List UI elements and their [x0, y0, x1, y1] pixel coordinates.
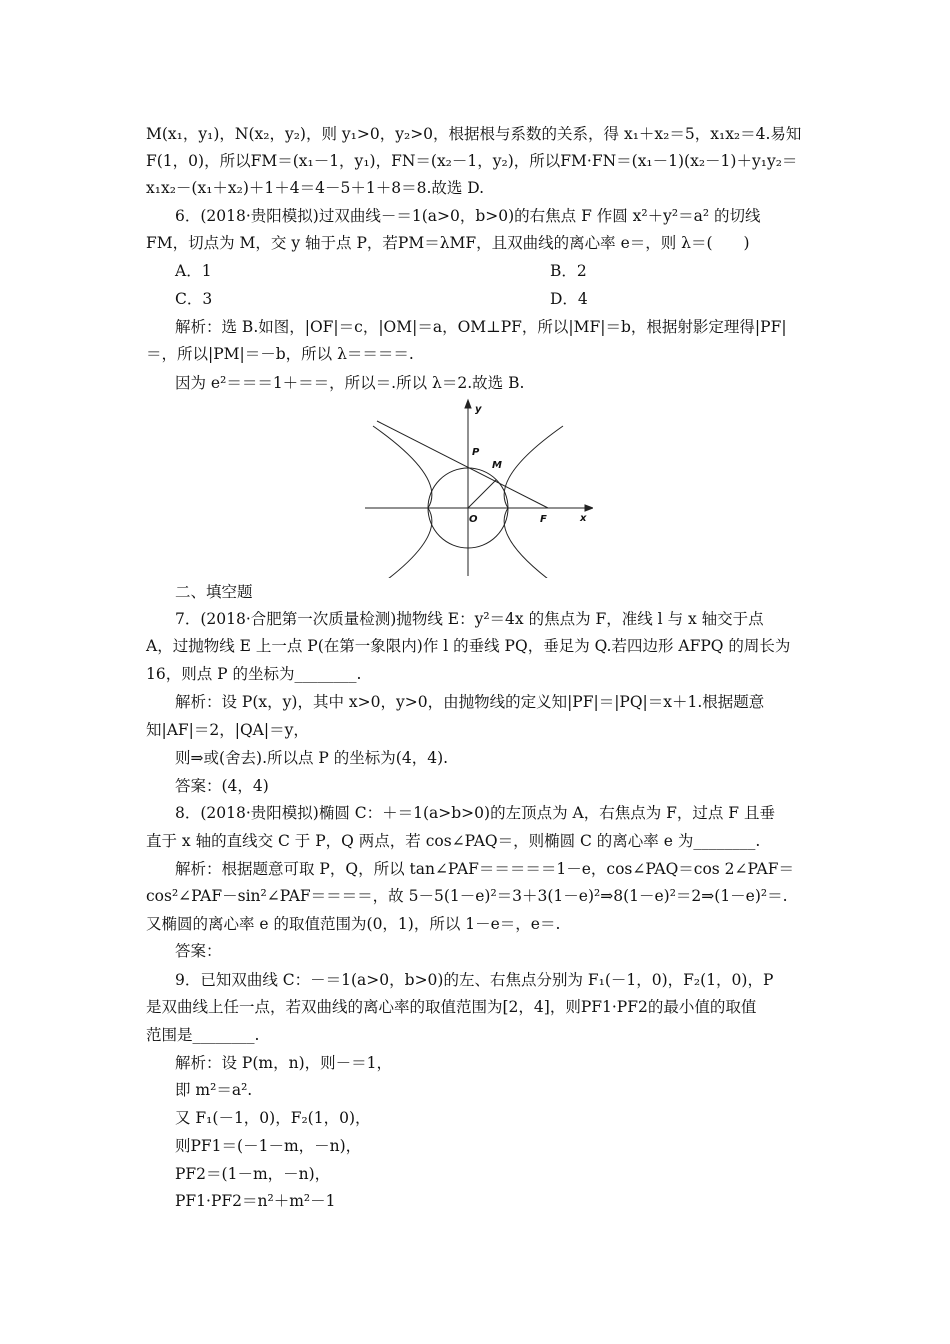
text-line-2: F(1，0)，所以FM＝(x₁－1，y₁)，FN＝(x₂－1，y₂)，所以FM·FN＝(x₁－1)(x₂－1)＋y₁y₂＝: [146, 152, 798, 170]
option-d: D．4: [550, 290, 588, 308]
question-8-line-2: 直于 x 轴的直线交 C 于 P，Q 两点，若 cos∠PAQ＝，则椭圆 C 的离心率 e 为________.: [146, 832, 761, 850]
option-c: C．3: [175, 290, 213, 308]
solution-6-line-2: ＝，所以|PM|＝－b，所以 λ＝＝＝＝.: [146, 345, 414, 363]
question-7-line-1: 7．(2018·合肥第一次质量检测)抛物线 E：y²＝4x 的焦点为 F，准线 l 与 x 轴交于点: [175, 610, 764, 628]
question-9-line-3: 范围是________.: [146, 1026, 260, 1044]
solution-9-line-6: PF1·PF2＝n²＋m²－1: [175, 1192, 336, 1210]
label-o: O: [469, 514, 478, 525]
hyperbola-right-branch: [504, 426, 563, 578]
text-line-3: x₁x₂－(x₁＋x₂)＋1＋4＝4－5＋1＋8＝8.故选 D.: [146, 179, 485, 197]
solution-9-line-5: PF2＝(1－m，－n)，: [175, 1165, 331, 1183]
answer-8: 答案：: [175, 942, 222, 960]
hyperbola-left-branch: [373, 426, 432, 578]
y-axis-arrow: [465, 400, 471, 408]
x-axis-arrow: [585, 505, 593, 511]
solution-7-line-2: 知|AF|＝2，|QA|＝y，: [146, 721, 309, 739]
question-6-line-2: FM，切点为 M，交 y 轴于点 P，若PM＝λMF，且双曲线的离心率 e＝，则 λ＝( ): [146, 234, 750, 252]
solution-7-line-3: 则⇒或(舍去).所以点 P 的坐标为(4，4).: [175, 749, 449, 767]
solution-8-line-2: cos²∠PAF－sin²∠PAF＝＝＝＝，故 5－5(1－e)²＝3＋3(1－e)²⇒8(1－e)²＝2⇒(1－e)²＝.: [146, 887, 788, 905]
option-b: B．2: [550, 262, 587, 280]
label-f: F: [540, 514, 547, 525]
solution-7-line-1: 解析：设 P(x，y)，其中 x>0，y>0，由抛物线的定义知|PF|＝|PQ|＝x＋1.根据题意: [175, 693, 765, 711]
solution-9-line-4: 则PF1＝(－1－m，－n)，: [175, 1137, 362, 1155]
solution-9-line-2: 即 m²＝a².: [175, 1081, 253, 1099]
question-6-line-1: 6．(2018·贵阳模拟)过双曲线－＝1(a>0，b>0)的右焦点 F 作圆 x²＋y²＝a² 的切线: [175, 207, 761, 225]
question-7-line-3: 16，则点 P 的坐标为________.: [146, 665, 362, 683]
solution-6-line-1: 解析：选 B.如图，|OF|＝c，|OM|＝a，OM⊥PF，所以|MF|＝b，根据射影定理得|PF|: [175, 318, 787, 336]
section-heading: 二、填空题: [175, 583, 253, 601]
question-9-line-2: 是双曲线上任一点，若双曲线的离心率的取值范围为[2，4]，则PF1·PF2的最小值的取值: [146, 998, 757, 1016]
solution-9-line-3: 又 F₁(－1，0)，F₂(1，0)，: [175, 1109, 371, 1127]
solution-8-line-3: 又椭圆的离心率 e 的取值范围为(0，1)，所以 1－e＝，e＝.: [146, 915, 561, 933]
label-y: y: [475, 404, 482, 415]
label-x: x: [580, 513, 587, 524]
tangent-line: [377, 421, 548, 508]
text-line-1: M(x₁，y₁)，N(x₂，y₂)，则 y₁>0，y₂>0，根据根与系数的关系，得 x₁＋x₂＝5，x₁x₂＝4.易知: [146, 125, 802, 143]
solution-8-line-1: 解析：根据题意可取 P，Q，所以 tan∠PAF＝＝＝＝＝1－e，cos∠PAQ＝cos 2∠PAF＝: [175, 860, 794, 878]
option-a: A．1: [175, 262, 212, 280]
radius-om: [468, 480, 496, 508]
question-8-line-1: 8．(2018·贵阳模拟)椭圆 C：＋＝1(a>b>0)的左顶点为 A，右焦点为 F，过点 F 且垂: [175, 804, 775, 822]
question-7-line-2: A，过抛物线 E 上一点 P(在第一象限内)作 l 的垂线 PQ，垂足为 Q.若四边形 AFPQ 的周长为: [146, 637, 791, 655]
solution-9-line-1: 解析：设 P(m，n)，则－＝1，: [175, 1054, 392, 1072]
question-9-line-1: 9．已知双曲线 C：－＝1(a>0，b>0)的左、右焦点分别为 F₁(－1，0)，F₂(1，0)，P: [175, 971, 774, 989]
label-p: P: [472, 447, 480, 458]
label-m: M: [492, 460, 502, 471]
solution-6-line-3: 因为 e²＝＝＝1＋＝＝，所以＝.所以 λ＝2.故选 B.: [175, 374, 525, 392]
hyperbola-circle-figure: [365, 398, 593, 578]
answer-7: 答案：(4，4): [175, 777, 269, 795]
